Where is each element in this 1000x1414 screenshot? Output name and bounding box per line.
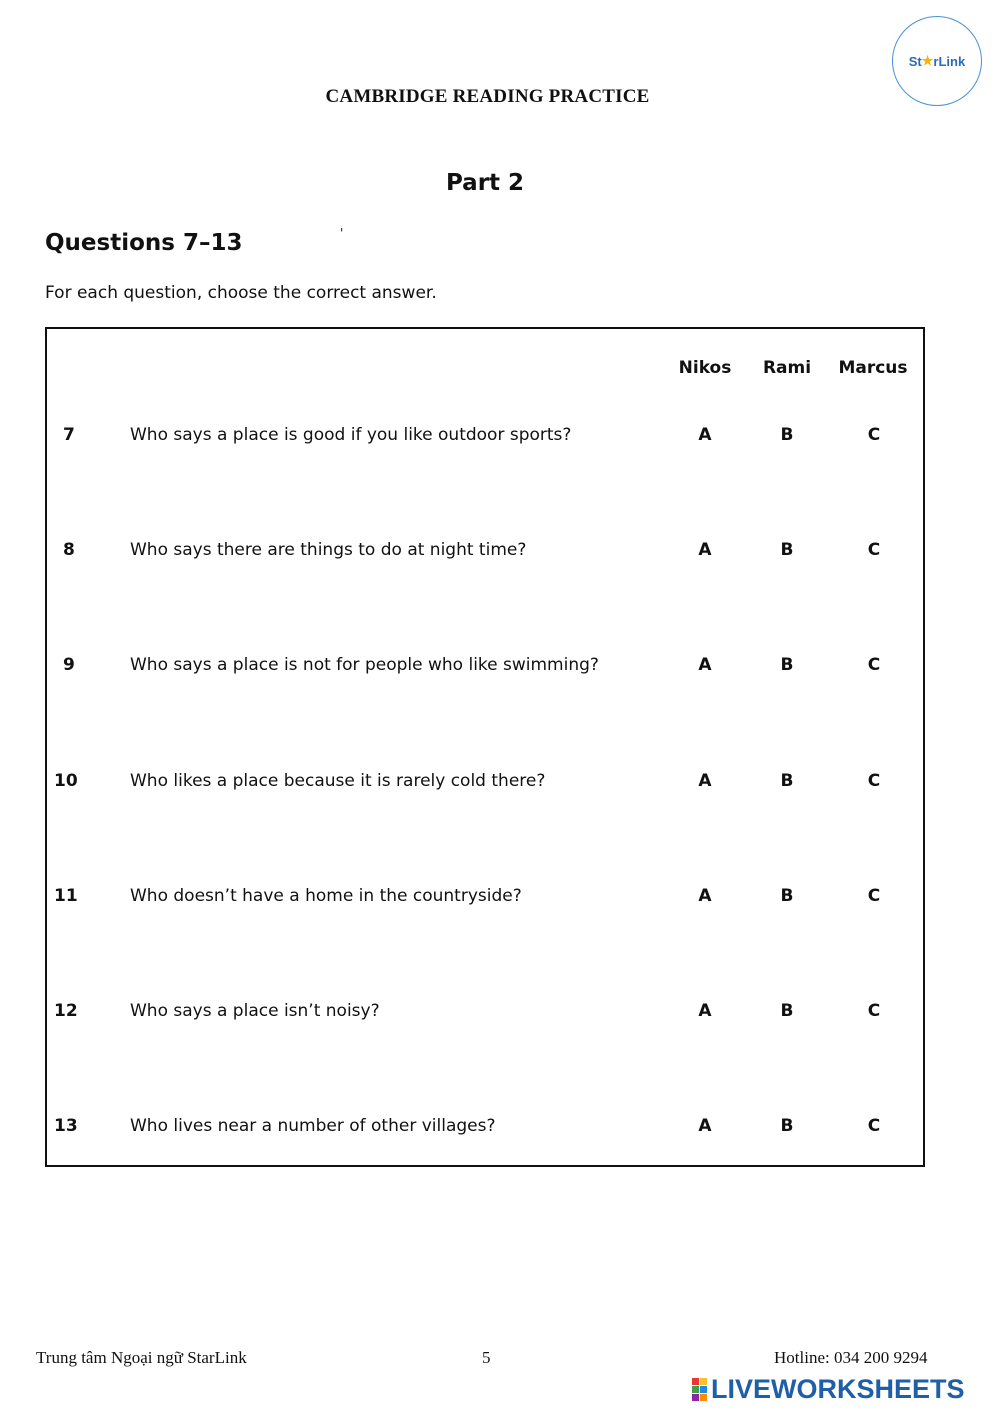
option-b[interactable]: B (780, 1001, 794, 1021)
option-b[interactable]: B (780, 886, 794, 906)
question-row (0, 1116, 1000, 1146)
option-c[interactable]: C (867, 540, 881, 560)
question-number: 11 (54, 886, 78, 906)
option-a[interactable]: A (698, 425, 712, 445)
question-row (0, 540, 1000, 570)
instructions: For each question, choose the correct answer. (45, 283, 437, 303)
option-b[interactable]: B (780, 1116, 794, 1136)
logo-block (692, 1378, 699, 1385)
question-text: Who says there are things to do at night time? (130, 540, 527, 560)
column-header-rami: Rami (762, 358, 812, 378)
option-c[interactable]: C (867, 886, 881, 906)
part-title: Part 2 (445, 170, 525, 196)
logo-block (692, 1386, 699, 1393)
question-text: Who says a place is good if you like outdoor sports? (130, 425, 572, 445)
option-c[interactable]: C (867, 1001, 881, 1021)
question-row (0, 655, 1000, 685)
question-text: Who says a place is not for people who like swimming? (130, 655, 599, 675)
footer-hotline: Hotline: 034 200 9294 (774, 1348, 928, 1367)
option-b[interactable]: B (780, 540, 794, 560)
question-number: 10 (54, 771, 78, 791)
option-a[interactable]: A (698, 655, 712, 675)
question-text: Who says a place isn’t noisy? (130, 1001, 380, 1021)
option-a[interactable]: A (698, 1116, 712, 1136)
logo-block (692, 1394, 699, 1401)
question-text: Who lives near a number of other villages? (130, 1116, 496, 1136)
column-header-marcus: Marcus (838, 358, 908, 378)
question-number: 12 (54, 1001, 78, 1021)
starlink-logo (892, 16, 982, 106)
question-number: 13 (54, 1116, 78, 1136)
star-icon: ★ (921, 53, 934, 68)
option-b[interactable]: B (780, 425, 794, 445)
footer-center-name: Trung tâm Ngoại ngữ StarLink (36, 1348, 247, 1367)
liveworksheets-watermark (692, 1374, 965, 1405)
page-number: 5 (482, 1348, 491, 1367)
option-b[interactable]: B (780, 771, 794, 791)
question-row (0, 425, 1000, 455)
logo-text-end: rLink (933, 53, 966, 69)
option-a[interactable]: A (698, 886, 712, 906)
column-header-nikos: Nikos (678, 358, 732, 378)
logo-text-start: St (908, 53, 922, 69)
option-b[interactable]: B (780, 655, 794, 675)
stray-mark: ' (340, 226, 344, 240)
question-row (0, 771, 1000, 801)
option-c[interactable]: C (867, 425, 881, 445)
option-a[interactable]: A (698, 1001, 712, 1021)
liveworksheets-logo-icon (692, 1378, 707, 1401)
option-c[interactable]: C (867, 655, 881, 675)
question-row (0, 886, 1000, 916)
logo-block (700, 1378, 707, 1385)
question-number: 8 (63, 540, 75, 560)
option-c[interactable]: C (867, 771, 881, 791)
logo-block (700, 1394, 707, 1401)
question-text: Who doesn’t have a home in the countryside? (130, 886, 522, 906)
question-text: Who likes a place because it is rarely cold there? (130, 771, 546, 791)
question-row (0, 1001, 1000, 1031)
watermark-text: LIVEWORKSHEETS (711, 1374, 965, 1404)
option-c[interactable]: C (867, 1116, 881, 1136)
question-number: 9 (63, 655, 75, 675)
question-number: 7 (63, 425, 75, 445)
option-a[interactable]: A (698, 540, 712, 560)
page-header-title: CAMBRIDGE READING PRACTICE (325, 86, 650, 107)
questions-title: Questions 7–13 (45, 230, 243, 256)
option-a[interactable]: A (698, 771, 712, 791)
logo-block (700, 1386, 707, 1393)
